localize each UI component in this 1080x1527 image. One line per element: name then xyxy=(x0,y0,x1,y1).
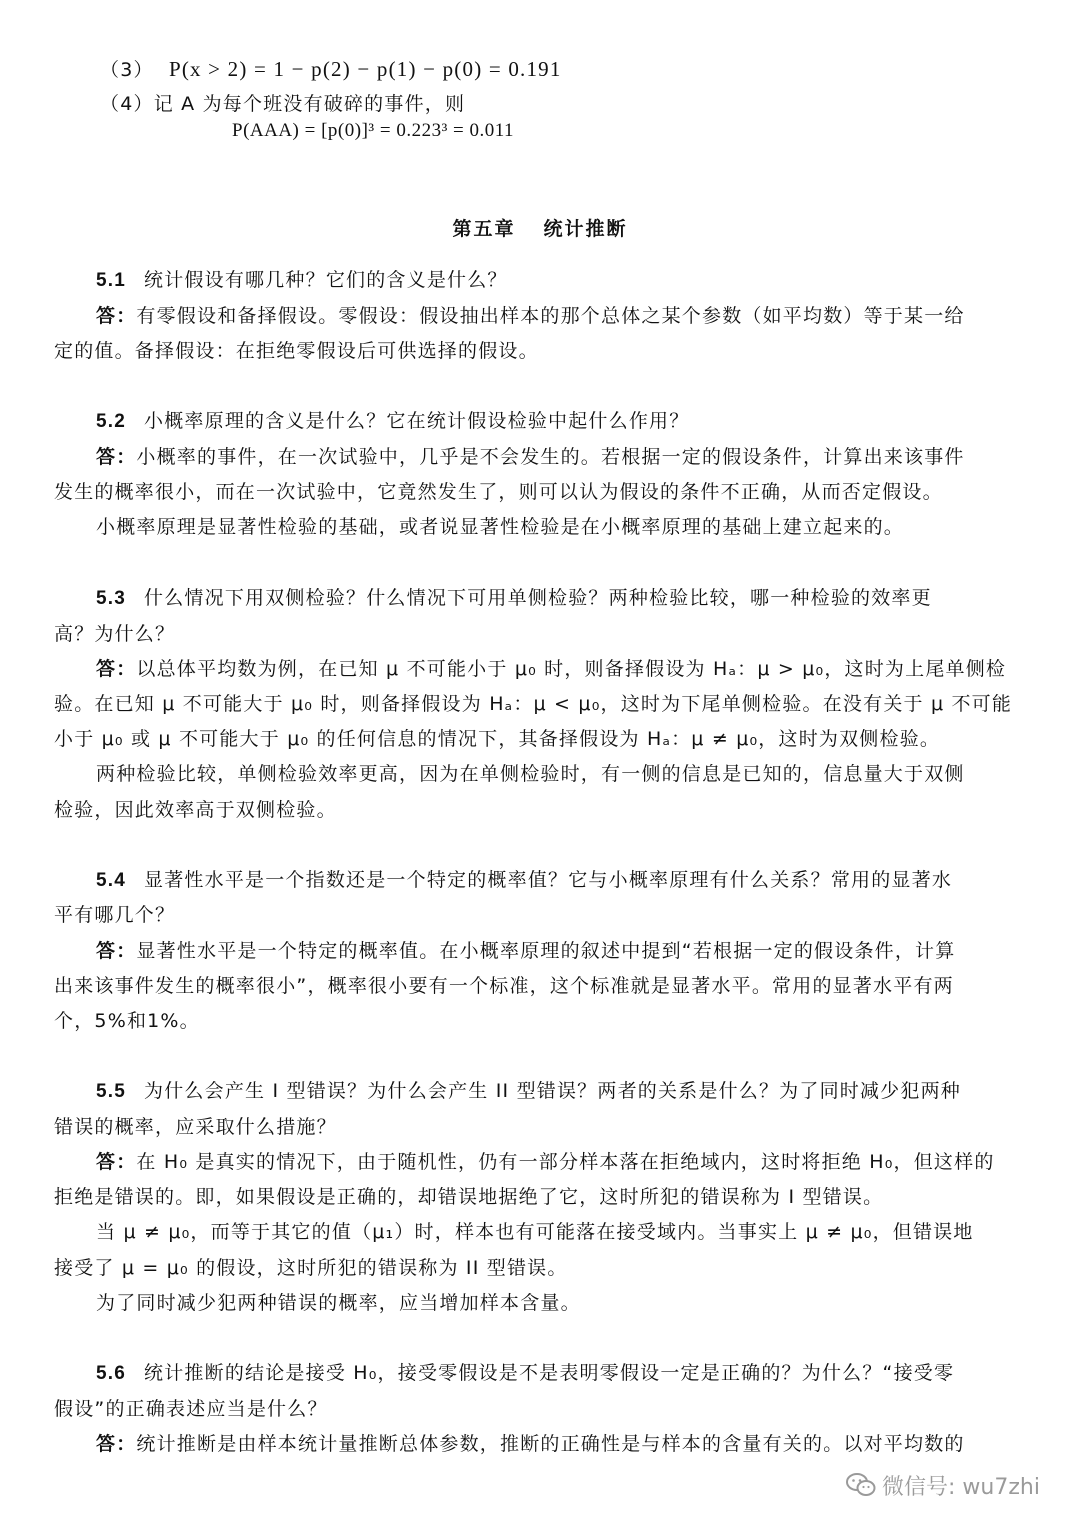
chapter-number: 第五章 xyxy=(452,218,516,240)
q51-text: 统计假设有哪几种？它们的含义是什么？ xyxy=(144,269,508,291)
q56-answer-text-1: 统计推断是由样本统计量推断总体参数，推断的正确性是与样本的含量有关的。以对平均数的 xyxy=(136,1433,965,1455)
q53-answer-2: 验。在已知 μ 不可能大于 μ₀ 时，则备择假设为 Hₐ：μ < μ₀，这时为下尾单侧检验。在没有关于 μ 不可能 xyxy=(54,693,1013,715)
q53-answer-4: 两种检验比较，单侧检验效率更高，因为在单侧检验时，有一侧的信息是已知的，信息量大于双侧 xyxy=(96,763,965,785)
wechat-watermark xyxy=(846,1470,1040,1504)
q55-answer-4: 接受了 μ = μ₀ 的假设，这时所犯的错误称为 II 型错误。 xyxy=(54,1257,568,1279)
q51-answer-label: 答： xyxy=(96,305,137,327)
q52-answer-label: 答： xyxy=(96,446,137,468)
q56-number: 5.6 xyxy=(96,1363,127,1384)
q54-number: 5.4 xyxy=(96,870,127,891)
q52-answer-1 xyxy=(96,442,965,469)
q51-number: 5.1 xyxy=(96,270,127,291)
q51-answer-2: 定的值。备择假设：在拒绝零假设后可供选择的假设。 xyxy=(54,340,539,362)
q55-question-2: 错误的概率，应采取什么措施？ xyxy=(54,1116,337,1138)
q53-question-2: 高？为什么？ xyxy=(54,623,176,645)
q55-answer-label: 答： xyxy=(96,1151,137,1173)
q54-answer-1 xyxy=(96,936,955,963)
q56-answer-1 xyxy=(96,1429,965,1456)
q55-answer-3: 当 μ ≠ μ₀，而等于其它的值（μ₁）时，样本也有可能落在接受域内。当事实上 μ ≠ μ₀，但错误地 xyxy=(96,1221,974,1243)
q54-answer-3: 个，5%和1%。 xyxy=(54,1010,200,1032)
q51-answer-text-1: 有零假设和备择假设。零假设：假设抽出样本的那个总体之某个参数（如平均数）等于某一给 xyxy=(136,305,965,327)
q52-answer-3: 小概率原理是显著性检验的基础，或者说显著性检验是在小概率原理的基础上建立起来的。 xyxy=(96,516,905,538)
q53-answer-5: 检验，因此效率高于双侧检验。 xyxy=(54,799,337,821)
eq4-intro: （4）记 A 为每个班没有破碎的事件，则 xyxy=(100,93,466,115)
q53-answer-text-1: 以总体平均数为例，在已知 μ 不可能小于 μ₀ 时，则备择假设为 Hₐ：μ > μ₀，这时为上尾单侧检 xyxy=(136,658,1007,680)
chapter-title xyxy=(0,214,1080,241)
q54-question-2: 平有哪几个？ xyxy=(54,904,176,926)
q55-answer-text-1: 在 H₀ 是真实的情况下，由于随机性，仍有一部分样本落在拒绝域内，这时将拒绝 H₀，但这样的 xyxy=(136,1151,995,1173)
eq3-formula: P(x > 2) = 1 − p(2) − p(1) − p(0) = 0.191 xyxy=(168,57,562,81)
q53-answer-1 xyxy=(96,654,1006,681)
q53-text-1: 什么情况下用双侧检验？什么情况下可用单侧检验？两种检验比较，哪一种检验的效率更 xyxy=(144,587,932,609)
q55-number: 5.5 xyxy=(96,1081,127,1102)
eq3-label: （3） xyxy=(100,59,154,81)
q55-answer-5: 为了同时减少犯两种错误的概率，应当增加样本含量。 xyxy=(96,1292,581,1314)
q55-answer-1 xyxy=(96,1147,995,1174)
chapter-name: 统计推断 xyxy=(543,218,628,240)
q53-question-1 xyxy=(96,583,932,610)
q54-text-1: 显著性水平是一个指数还是一个特定的概率值？它与小概率原理有什么关系？常用的显著水 xyxy=(144,869,953,891)
q51-answer-1 xyxy=(96,301,965,328)
q52-answer-2: 发生的概率很小，而在一次试验中，它竟然发生了，则可以认为假设的条件不正确，从而否定假设。 xyxy=(54,481,943,503)
q54-answer-2: 出来该事件发生的概率很小”，概率很小要有一个标准，这个标准就是显著水平。常用的显著水平有两 xyxy=(54,975,954,997)
q51-question xyxy=(96,265,508,292)
q52-question xyxy=(96,406,689,433)
eq3-line xyxy=(100,55,562,82)
q56-question-1 xyxy=(96,1358,954,1385)
q54-answer-text-1: 显著性水平是一个特定的概率值。在小概率原理的叙述中提到“若根据一定的假设条件，计算 xyxy=(136,940,956,962)
q53-answer-label: 答： xyxy=(96,658,137,680)
q55-text-1: 为什么会产生 I 型错误？为什么会产生 II 型错误？两者的关系是什么？为了同时减少犯两种 xyxy=(144,1080,961,1102)
q56-answer-label: 答： xyxy=(96,1433,137,1455)
q55-question-1 xyxy=(96,1076,961,1103)
watermark-text: 微信号: wu7zhi xyxy=(882,1475,1040,1500)
q54-answer-label: 答： xyxy=(96,940,137,962)
q52-text: 小概率原理的含义是什么？它在统计假设检验中起什么作用？ xyxy=(144,410,690,432)
q55-answer-2: 拒绝是错误的。即，如果假设是正确的，却错误地据绝了它，这时所犯的错误称为 I 型错误。 xyxy=(54,1186,884,1208)
q56-question-2: 假设”的正确表述应当是什么？ xyxy=(54,1398,328,1420)
q52-number: 5.2 xyxy=(96,411,127,432)
q56-text-1: 统计推断的结论是接受 H₀，接受零假设是不是表明零假设一定是正确的？为什么？“接受零 xyxy=(144,1362,955,1384)
eq4-formula: P(AAA) = [p(0)]³ = 0.223³ = 0.011 xyxy=(232,120,515,141)
q53-answer-3: 小于 μ₀ 或 μ 不可能大于 μ₀ 的任何信息的情况下，其备择假设为 Hₐ：μ ≠ μ₀，这时为双侧检验。 xyxy=(54,728,941,750)
wechat-icon xyxy=(846,1472,876,1504)
q53-number: 5.3 xyxy=(96,588,127,609)
q54-question-1 xyxy=(96,865,952,892)
q52-answer-text-1: 小概率的事件，在一次试验中，几乎是不会发生的。若根据一定的假设条件，计算出来该事件 xyxy=(136,446,965,468)
